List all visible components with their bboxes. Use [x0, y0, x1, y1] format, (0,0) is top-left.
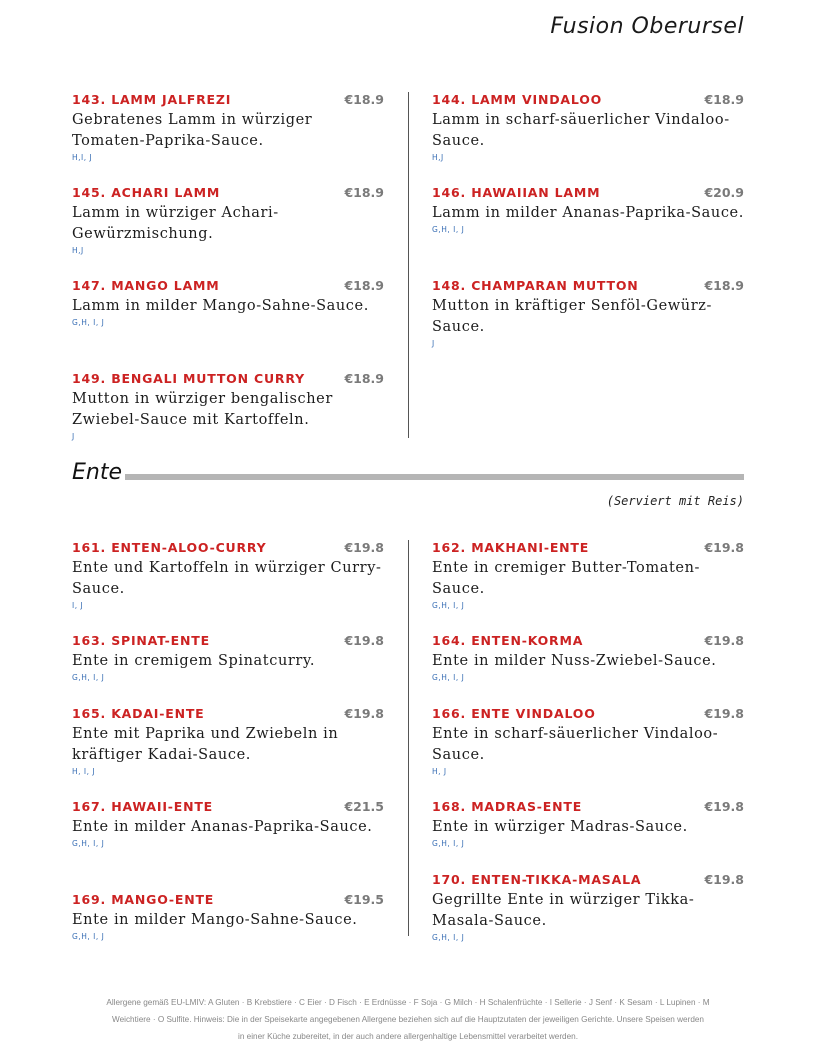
menu-item-description: Lamm in milder Ananas-Paprika-Sauce. [432, 205, 744, 221]
menu-item [72, 278, 384, 327]
menu-item-description: Ente in cremigem Spinatcurry. [72, 653, 316, 669]
allergen-footer [72, 994, 744, 1045]
menu-item-name: 165. KADAI-ENTE [72, 706, 205, 721]
restaurant-name: Fusion Oberursel [550, 14, 744, 39]
menu-item-description: Lamm in milder Mango-Sahne-Sauce. [72, 298, 369, 314]
menu-item-price: €19.8 [704, 633, 744, 648]
menu-item-name: 168. MADRAS-ENTE [432, 799, 583, 814]
menu-item [72, 799, 384, 848]
menu-item-description: Ente und Kartoffeln in würziger Curry-Sauce. [72, 560, 382, 597]
menu-item-name: 144. LAMM VINDALOO [432, 92, 603, 107]
menu-item-description: Ente in milder Mango-Sahne-Sauce. [72, 912, 358, 928]
menu-item-name: 161. ENTEN-ALOO-CURRY [72, 540, 267, 555]
menu-item-allergens: H,I, J [72, 153, 93, 162]
menu-item [432, 706, 744, 776]
menu-item-description: Ente in scharf-säuerlicher Vindaloo-Sauce. [432, 726, 719, 763]
menu-item-name: 147. MANGO LAMM [72, 278, 220, 293]
menu-item [432, 633, 744, 682]
menu-item [432, 799, 744, 848]
column-divider [408, 92, 409, 438]
menu-item-allergens: G,H, I, J [432, 673, 465, 682]
footer-line: in einer Küche zubereitet, in der auch andere allergenhaltige Lebensmittel verarbeitet werden. [238, 1032, 578, 1041]
menu-item-description: Ente in würziger Madras-Sauce. [432, 819, 688, 835]
menu-item [72, 540, 384, 610]
menu-item [432, 540, 744, 610]
menu-item [432, 185, 744, 234]
menu-item-allergens: J [432, 339, 435, 348]
menu-item [72, 185, 384, 255]
menu-item-price: €18.9 [704, 278, 744, 293]
menu-item [72, 92, 384, 162]
menu-item-description: Mutton in würziger bengalischer Zwiebel-Sauce mit Kartoffeln. [72, 391, 333, 428]
menu-item-name: 163. SPINAT-ENTE [72, 633, 210, 648]
menu-item-name: 169. MANGO-ENTE [72, 892, 215, 907]
menu-item [72, 892, 384, 941]
menu-item-name: 143. LAMM JALFREZI [72, 92, 232, 107]
menu-item [432, 92, 744, 162]
menu-item-allergens: J [72, 432, 75, 441]
menu-item-allergens: G,H, I, J [432, 601, 465, 610]
menu-grid-lamm [72, 92, 744, 442]
menu-item-price: €18.9 [344, 371, 384, 386]
menu-item-allergens: G,H, I, J [72, 318, 105, 327]
footer-line: Weichtiere · O Sulfite. Hinweis: Die in der Speisekarte angegebenen Allergene beziehen sich auf die Hauptzutaten der jeweiligen Gerichte. Unsere Speisen werden [112, 1015, 704, 1024]
menu-item-price: €19.8 [704, 706, 744, 721]
menu-item-price: €18.9 [344, 185, 384, 200]
menu-item-price: €19.8 [344, 706, 384, 721]
menu-item-price: €19.8 [344, 540, 384, 555]
menu-item-name: 149. BENGALI MUTTON CURRY [72, 371, 305, 386]
menu-item-price: €19.8 [704, 872, 744, 887]
menu-item-price: €18.9 [344, 278, 384, 293]
menu-item-allergens: I, J [72, 601, 84, 610]
menu-item-allergens: G,H, I, J [72, 839, 105, 848]
menu-item-price: €19.8 [704, 799, 744, 814]
menu-item-description: Mutton in kräftiger Senföl-Gewürz-Sauce. [432, 298, 712, 335]
menu-item-description: Lamm in scharf-säuerlicher Vindaloo-Sauce. [432, 112, 730, 149]
menu-item [432, 278, 744, 348]
menu-item-price: €18.9 [704, 92, 744, 107]
menu-item [72, 371, 384, 441]
section-note: (Serviert mit Reis) [606, 494, 744, 508]
menu-item-description: Ente in milder Ananas-Paprika-Sauce. [72, 819, 373, 835]
menu-item-allergens: G,H, I, J [72, 932, 105, 941]
menu-item-allergens: H,J [72, 246, 84, 255]
menu-item-description: Gebratenes Lamm in würziger Tomaten-Paprika-Sauce. [72, 112, 313, 149]
menu-item-name: 164. ENTEN-KORMA [432, 633, 584, 648]
menu-grid-ente [72, 540, 744, 940]
menu-item-name: 166. ENTE VINDALOO [432, 706, 596, 721]
menu-item-description: Ente in milder Nuss-Zwiebel-Sauce. [432, 653, 717, 669]
menu-item-allergens: G,H, I, J [432, 933, 465, 942]
menu-item-allergens: G,H, I, J [432, 839, 465, 848]
menu-item-price: €19.5 [344, 892, 384, 907]
menu-item-price: €18.9 [344, 92, 384, 107]
menu-item-name: 148. CHAMPARAN MUTTON [432, 278, 639, 293]
menu-item-name: 170. ENTEN-TIKKA-MASALA [432, 872, 642, 887]
menu-item-price: €21.5 [344, 799, 384, 814]
menu-item-allergens: G,H, I, J [72, 673, 105, 682]
menu-item [72, 706, 384, 776]
column-divider [408, 540, 409, 936]
menu-item-description: Ente mit Paprika und Zwiebeln in kräftiger Kadai-Sauce. [72, 726, 339, 763]
menu-item-name: 162. MAKHANI-ENTE [432, 540, 590, 555]
menu-item-name: 145. ACHARI LAMM [72, 185, 221, 200]
section-header-ente [72, 460, 744, 488]
menu-item-name: 167. HAWAII-ENTE [72, 799, 214, 814]
menu-item-description: Ente in cremiger Butter-Tomaten-Sauce. [432, 560, 701, 597]
menu-item-description: Gegrillte Ente in würziger Tikka-Masala-Sauce. [432, 892, 695, 929]
menu-item-name: 146. HAWAIIAN LAMM [432, 185, 601, 200]
menu-item-allergens: H, J [432, 767, 447, 776]
menu-item [72, 633, 384, 682]
menu-item-allergens: H,J [432, 153, 444, 162]
menu-item-price: €19.8 [344, 633, 384, 648]
footer-line: Allergene gemäß EU-LMIV: A Gluten · B Krebstiere · C Eier · D Fisch · E Erdnüsse · F Soja · G Milch · H Schalenfrüchte · I Sellerie · J Senf · K Sesam · L Lupinen · M [106, 998, 710, 1007]
menu-item-price: €20.9 [704, 185, 744, 200]
menu-item [432, 872, 744, 942]
menu-item-description: Lamm in würziger Achari-Gewürzmischung. [72, 205, 279, 242]
section-title: Ente [72, 460, 123, 485]
menu-item-price: €19.8 [704, 540, 744, 555]
menu-item-allergens: G,H, I, J [432, 225, 465, 234]
menu-item-allergens: H, I, J [72, 767, 96, 776]
section-rule [125, 474, 744, 480]
